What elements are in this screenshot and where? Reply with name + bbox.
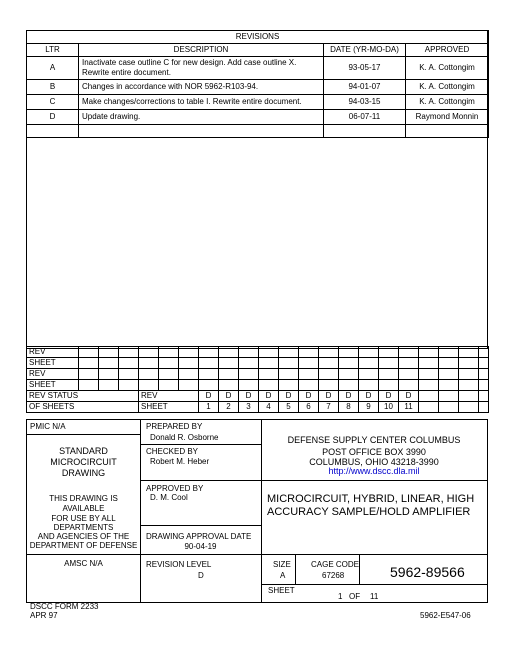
dscc-url-link[interactable]: http://www.dscc.dla.mil — [328, 466, 420, 476]
revision-date: 94-01-07 — [324, 80, 406, 95]
revision-description: Inactivate case outline C for new design. Add case outline X. Rewrite entire document. — [79, 57, 324, 80]
checked-by-name: Robert M. Heber — [150, 457, 210, 466]
sheet-value: 5 — [279, 402, 299, 413]
approval-date: 90-04-19 — [184, 542, 217, 551]
header-ltr: LTR — [27, 44, 79, 57]
sheet-value: 3 — [239, 402, 259, 413]
revisions-title: REVISIONS — [27, 31, 489, 44]
size-value: A — [280, 571, 286, 580]
revision-approved: K. A. Cottongim — [406, 57, 489, 80]
rev-value: D — [299, 391, 319, 402]
availability-line: DEPARTMENT OF DEFENSE — [29, 541, 138, 550]
size-label: SIZE — [273, 560, 291, 569]
grid-row-of-sheets — [27, 402, 489, 413]
of-sheets-label: OF SHEETS — [27, 402, 139, 413]
rev-label: REV — [139, 391, 199, 402]
revision-date: 93-05-17 — [324, 57, 406, 80]
grid-row-rev-status — [27, 391, 489, 402]
rev-value: D — [279, 391, 299, 402]
revision-row — [27, 110, 489, 125]
revision-row — [27, 57, 489, 80]
checked-by-label: CHECKED BY — [146, 447, 199, 456]
sheet-value: 9 — [359, 402, 379, 413]
availability-line: AVAILABLE — [62, 504, 105, 513]
availability-line: FOR USE BY ALL — [51, 514, 116, 523]
rev-label: REV — [27, 347, 79, 358]
revision-ltr: C — [27, 95, 79, 110]
form-number: DSCC FORM 2233 — [30, 602, 99, 611]
grid-row-sheet-lower — [27, 380, 489, 391]
revision-level-label: REVISION LEVEL — [146, 560, 212, 569]
revision-approved: K. A. Cottongim — [406, 95, 489, 110]
drawing-title-line: MICROCIRCUIT, HYBRID, LINEAR, HIGH — [267, 493, 475, 505]
revision-ltr: A — [27, 57, 79, 80]
sheet-label: SHEET — [27, 358, 79, 369]
cage-code-label: CAGE CODE — [311, 560, 360, 569]
revision-level: D — [198, 571, 204, 580]
revision-row-empty — [27, 125, 489, 138]
title-block — [26, 419, 488, 603]
sheet-value: 4 — [259, 402, 279, 413]
approved-by-label: APPROVED BY — [146, 484, 204, 493]
rev-value: D — [339, 391, 359, 402]
prepared-by-label: PREPARED BY — [146, 422, 203, 431]
drawing-number: 5962-89566 — [390, 564, 465, 580]
pmic-label: PMIC N/A — [30, 422, 66, 431]
rev-value: D — [239, 391, 259, 402]
availability-line: THIS DRAWING IS — [49, 494, 118, 503]
revision-date: 06-07-11 — [324, 110, 406, 125]
approval-date-label: DRAWING APPROVAL DATE — [146, 532, 252, 541]
availability-line: DEPARTMENTS — [53, 523, 114, 532]
sheet-label: SHEET — [27, 380, 79, 391]
rev-value: D — [199, 391, 219, 402]
rev-value: D — [379, 391, 399, 402]
standard-line: STANDARD — [59, 446, 108, 456]
sheet-total: 11 — [370, 592, 379, 601]
cage-code-value: 67268 — [322, 571, 345, 580]
revision-description: Make changes/corrections to table I. Rewrite entire document. — [79, 95, 324, 110]
header-approved: APPROVED — [406, 44, 489, 57]
availability-line: AND AGENCIES OF THE — [37, 532, 130, 541]
revision-description: Changes in accordance with NOR 5962-R103-94. — [79, 80, 324, 95]
dscc-name: DEFENSE SUPPLY CENTER COLUMBUS — [287, 435, 461, 445]
sheet-value: 2 — [219, 402, 239, 413]
amsc-label: AMSC N/A — [64, 559, 103, 568]
grid-row-rev-lower — [27, 369, 489, 380]
rev-value: D — [259, 391, 279, 402]
revision-description: Update drawing. — [79, 110, 324, 125]
grid-row-rev-upper — [27, 347, 489, 358]
sheet-value: 11 — [399, 402, 419, 413]
rev-status-label: REV STATUS — [27, 391, 139, 402]
sheet-label: SHEET — [139, 402, 199, 413]
sheet-value: 6 — [299, 402, 319, 413]
grid-row-sheet-upper — [27, 358, 489, 369]
rev-value: D — [359, 391, 379, 402]
dscc-city: COLUMBUS, OHIO 43218-3990 — [309, 457, 439, 467]
revision-row — [27, 80, 489, 95]
revision-approved: Raymond Monnin — [406, 110, 489, 125]
approved-by-name: D. M. Cool — [150, 493, 188, 502]
revision-approved: K. A. Cottongim — [406, 80, 489, 95]
standard-line: MICROCIRCUIT — [50, 457, 117, 467]
dscc-address: POST OFFICE BOX 3990 — [322, 447, 426, 457]
header-description: DESCRIPTION — [79, 44, 324, 57]
revision-row — [27, 95, 489, 110]
rev-value: D — [399, 391, 419, 402]
rev-value: D — [219, 391, 239, 402]
sheet-of: OF — [349, 592, 361, 601]
sheet-value: 1 — [199, 402, 219, 413]
rev-value: D — [319, 391, 339, 402]
rev-status-grid — [26, 346, 489, 413]
rev-label: REV — [27, 369, 79, 380]
sheet-value: 8 — [339, 402, 359, 413]
standard-line: DRAWING — [61, 468, 106, 478]
form-date: APR 97 — [30, 611, 58, 620]
sheet-value: 10 — [379, 402, 399, 413]
sheet-value: 7 — [319, 402, 339, 413]
sheet-label: SHEET — [268, 586, 295, 595]
revision-ltr: D — [27, 110, 79, 125]
drawing-title-line: ACCURACY SAMPLE/HOLD AMPLIFIER — [267, 506, 471, 518]
prepared-by-name: Donald R. Osborne — [150, 433, 219, 442]
sheet-number: 1 — [338, 592, 343, 601]
revisions-table — [26, 30, 489, 138]
revision-date: 94-03-15 — [324, 95, 406, 110]
revision-ltr: B — [27, 80, 79, 95]
document-code: 5962-E547-06 — [420, 611, 471, 620]
header-date: DATE (YR-MO-DA) — [324, 44, 406, 57]
